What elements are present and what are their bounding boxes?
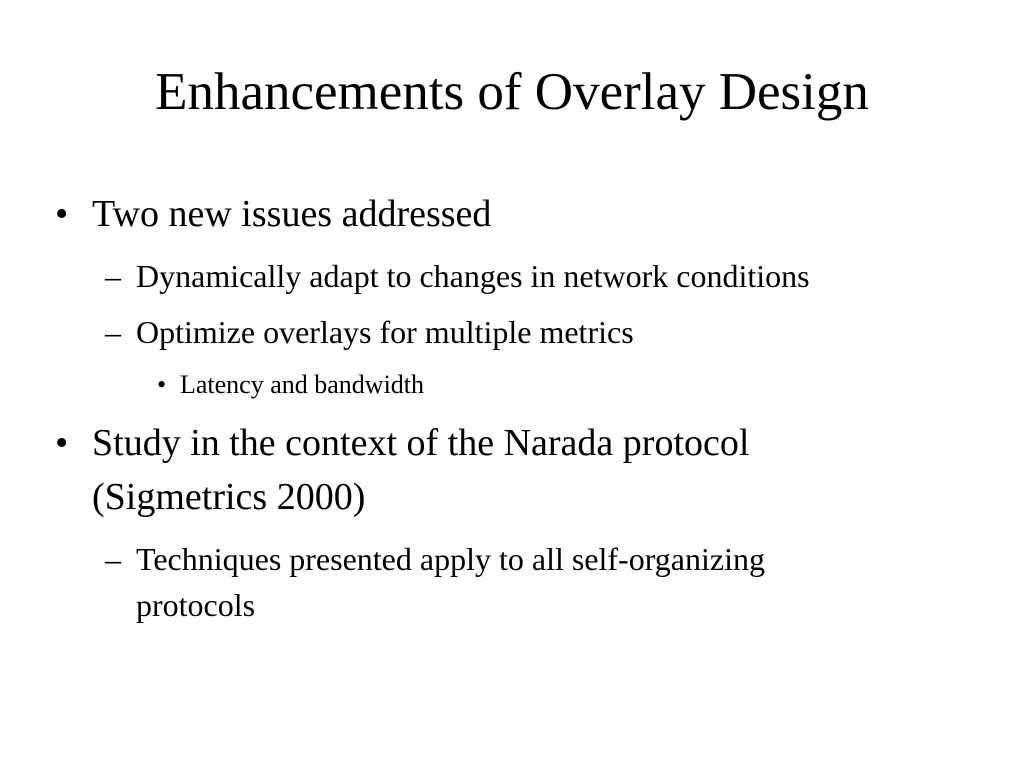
sub-bullet-text: Optimize overlays for multiple metrics — [136, 314, 634, 350]
bullet-text-line: Study in the context of the Narada protocol — [92, 422, 750, 464]
sub-bullet-text-line: Techniques presented apply to all self-organizing — [136, 541, 765, 577]
bullet-marker: • — [157, 370, 167, 399]
bullet-text-line: (Sigmetrics 2000) — [92, 476, 366, 518]
dash-marker: – — [105, 258, 121, 294]
bullet-text: Two new issues addressed — [92, 193, 492, 235]
sub-bullet-item — [105, 253, 1020, 299]
sub-bullet-item — [105, 309, 1020, 355]
bullet-marker: • — [55, 422, 69, 464]
bullet-item — [55, 191, 1015, 237]
slide-title: Enhancements of Overlay Design — [155, 63, 869, 121]
sub-sub-bullet-item — [157, 369, 1017, 401]
bullet-item — [55, 420, 1015, 518]
sub-bullet-item — [105, 536, 1020, 628]
bullet-marker: • — [55, 193, 69, 235]
sub-bullet-text: Dynamically adapt to changes in network conditions — [136, 258, 810, 294]
sub-bullet-text-line: protocols — [136, 587, 256, 623]
dash-marker: – — [105, 541, 121, 577]
dash-marker: – — [105, 314, 121, 350]
sub-sub-bullet-text: Latency and bandwidth — [180, 370, 425, 399]
